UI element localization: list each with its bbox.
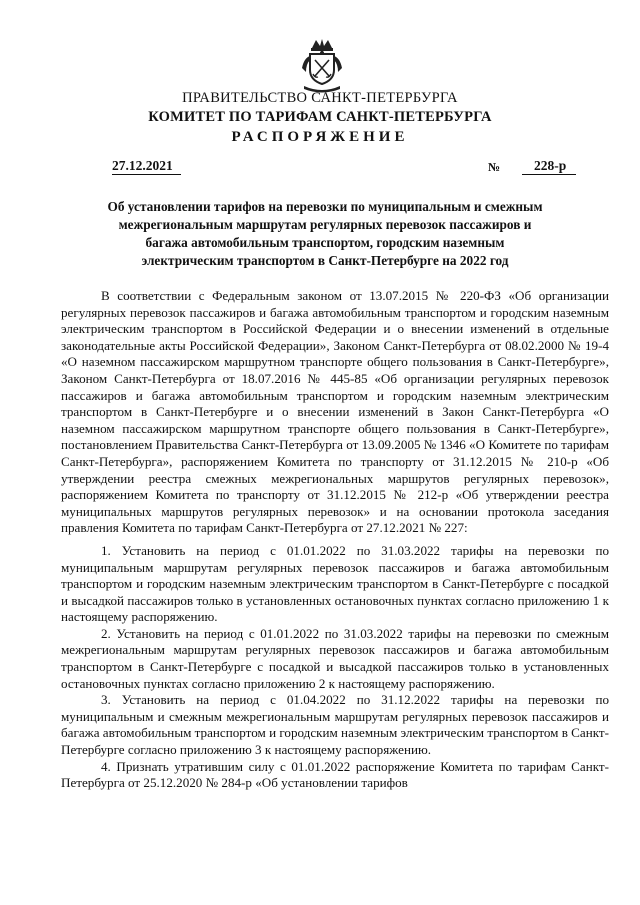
org-line-government: ПРАВИТЕЛЬСТВО САНКТ-ПЕТЕРБУРГА [182, 90, 458, 106]
org-line-committee: КОМИТЕТ ПО ТАРИФАМ САНКТ-ПЕТЕРБУРГА [148, 109, 492, 125]
document-body [61, 288, 609, 792]
item-1-paragraph: 1. Установить на период с 01.01.2022 по 31.03.2022 тарифы на перевозки по муниципальным маршрутам регулярных перевозок пассажиров и багажа автомобильным транспортом и городским наземным электрическим транспортом в Санкт-Петербурге с посадкой и высадкой пассажиров только в установленных остановочных пунктах согласно приложению 1 к настоящему распоряжению. [61, 542, 609, 625]
document-title: Об установлении тарифов на перевозки по муниципальным и смежным межрегиональным маршрутам регулярных перевозок пассажиров и багажа автомобильным транспортом, городским наземным электрическим транспортом в Санкт-Петербурге на 2022 год [107, 199, 543, 268]
item-4-paragraph: 4. Признать утратившим силу с 01.01.2022 распоряжение Комитета по тарифам Санкт-Петербурга от 25.12.2020 № 284-р «Об установлении тарифов [61, 758, 609, 791]
coat-of-arms-icon [298, 38, 346, 94]
preamble-paragraph: В соответствии с Федеральным законом от 13.07.2015 № 220-ФЗ «Об организации регулярных перевозок пассажиров и багажа автомобильным транспортом и городским наземным электрическим транспортом в Российской Федерации и о внесении изменений в отдельные законодательные акты Российской Федерации», Законом Санкт-Петербурга от 08.02.2000 № 19-4 «О наземном пассажирском маршрутном транспорте общего пользования в Санкт-Петербурге», Законом Санкт-Петербурга от 18.07.2016 № 445-85 «Об организации регулярных перевозок пассажиров и багажа автомобильным транспортом и городским наземным электрическим транспортом в Санкт-Петербурге и о внесении изменений в Закон Санкт-Петербурга «О наземном пассажирском маршрутном транспорте общего пользования в Санкт-Петербурге», постановлением Правительства Санкт-Петербурга от 13.09.2005 № 1346 «О Комитете по тарифам Санкт-Петербурга», распоряжением Комитета по транспорту от 31.12.2015 № 210-р «Об утверждении реестра смежных межрегиональных маршрутов регулярных перевозок», распоряжением Комитета по транспорту от 31.12.2015 № 212-р «Об утверждении реестра муниципальных маршрутов регулярных перевозок» и на основании протокола заседания правления Комитета по тарифам Санкт-Петербурга от 27.12.2021 № 227: [61, 288, 609, 536]
item-2-paragraph: 2. Установить на период с 01.01.2022 по 31.03.2022 тарифы на перевозки по смежным межрегиональным маршрутам регулярных перевозок пассажиров и багажа автомобильным транспортом в Санкт-Петербурге с посадкой и высадкой пассажиров только в установленных остановочных пунктах согласно приложению 2 к настоящему распоряжению. [61, 625, 609, 691]
item-3-paragraph: 3. Установить на период с 01.04.2022 по 31.12.2022 тарифы на перевозки по муниципальным и смежным межрегиональным маршрутам регулярных перевозок пассажиров и багажа автомобильным транспортом и городским наземным электрическим транспортом в Санкт-Петербурге согласно приложению 3 к настоящему распоряжению. [61, 692, 609, 758]
document-type: РАСПОРЯЖЕНИЕ [231, 129, 409, 145]
document-date: 27.12.2021 [112, 158, 181, 175]
number-label: № [488, 160, 501, 174]
document-number: 228-р [522, 158, 576, 175]
